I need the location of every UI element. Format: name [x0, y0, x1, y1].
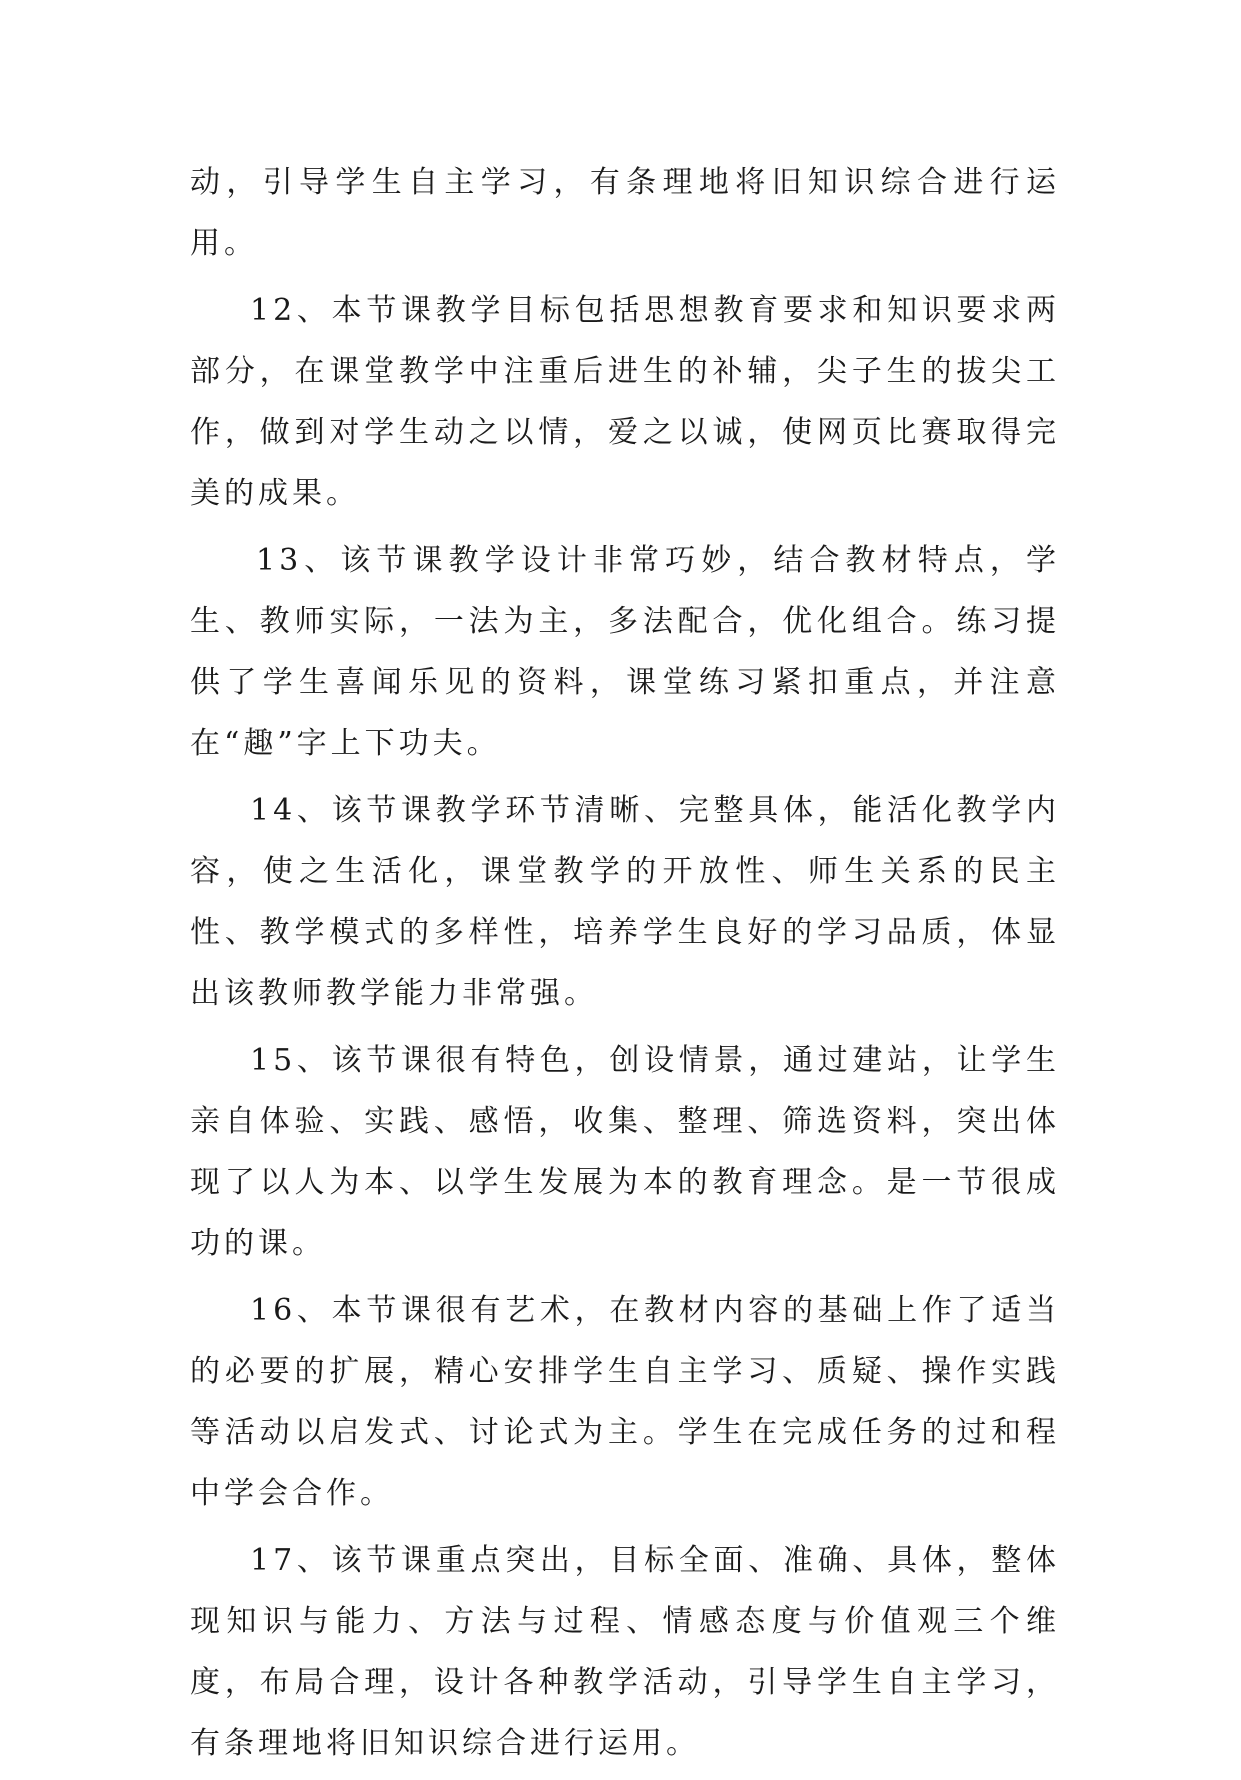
- paragraph-item-15: 15、该节课很有特色，创设情景，通过建站，让学生亲自体验、实践、感悟，收集、整理、筛选资料，突出体现了以人为本、以学生发展为本的教育理念。是一节很成功的课。: [190, 1043, 1060, 1261]
- paragraph-item-12: 12、本节课教学目标包括思想教育要求和知识要求两部分，在课堂教学中注重后进生的补辅，尖子生的拔尖工作，做到对学生动之以情，爱之以诚，使网页比赛取得完美的成果。: [190, 293, 1060, 511]
- paragraph-item-14: 14、该节课教学环节清晰、完整具体，能活化教学内容，使之生活化，课堂教学的开放性、师生关系的民主性、教学模式的多样性，培养学生良好的学习品质，体显出该教师教学能力非常强。: [190, 793, 1060, 1011]
- document-body: [190, 152, 1060, 1780]
- paragraph-continuation: 动，引导学生自主学习，有条理地将旧知识综合进行运用。: [190, 165, 1060, 261]
- paragraph-item-17: 17、该节课重点突出，目标全面、准确、具体，整体现知识与能力、方法与过程、情感态度与价值观三个维度，布局合理，设计各种教学活动，引导学生自主学习，有条理地将旧知识综合进行运用。: [190, 1543, 1060, 1761]
- paragraph-item-16: 16、本节课很有艺术，在教材内容的基础上作了适当的必要的扩展，精心安排学生自主学习、质疑、操作实践等活动以启发式、讨论式为主。学生在完成任务的过和程中学会合作。: [190, 1293, 1060, 1511]
- paragraph-item-13: 13、该节课教学设计非常巧妙，结合教材特点，学生、教师实际，一法为主，多法配合，优化组合。练习提供了学生喜闻乐见的资料，课堂练习紧扣重点，并注意在“趣”字上下功夫。: [190, 543, 1060, 761]
